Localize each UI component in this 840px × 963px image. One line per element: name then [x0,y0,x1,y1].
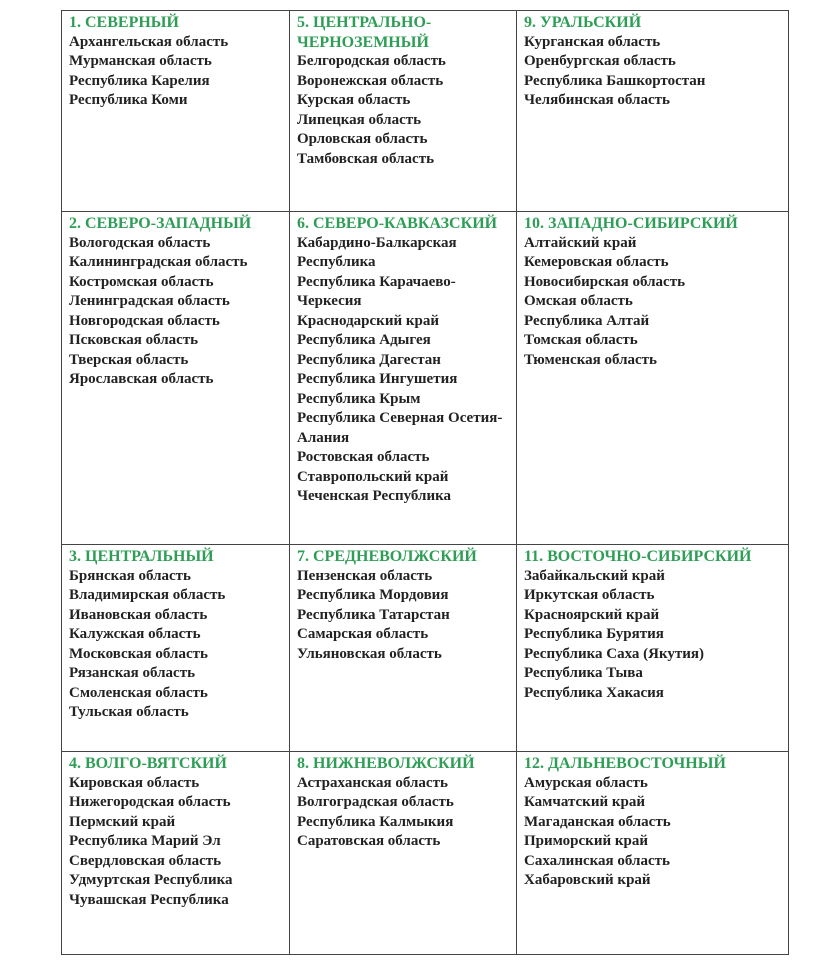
region-title: 8. НИЖНЕВОЛЖСКИЙ [297,755,475,772]
region-title: 11. ВОСТОЧНО-СИБИРСКИЙ [524,548,752,565]
list-item: Липецкая область [297,111,422,128]
region-cell [290,212,517,545]
region-cell [62,752,290,955]
list-item: Оренбургская область [524,53,676,69]
list-item: Новосибирская область [524,273,686,290]
list-item: Республика Бурятия [524,626,664,642]
list-item: Тамбовская область [297,150,434,167]
list-item: Республика Северная Осетия-Алания [297,410,503,446]
list-item: Ставропольский край [297,468,449,485]
list-item: Республика Адыгея [297,332,431,348]
list-item: Чувашская Республика [69,891,229,908]
list-item: Калининградская область [69,254,248,270]
region-title: 7. СРЕДНЕВОЛЖСКИЙ [297,548,477,565]
region-cell [290,545,517,752]
list-item: Воронежская область [297,72,444,89]
list-item: Чеченская Республика [297,488,451,504]
region-list [297,52,510,169]
region-list [69,567,283,723]
list-item: Свердловская область [69,852,222,869]
list-item: Архангельская область [69,33,229,50]
table-row [62,545,789,752]
list-item: Ульяновская область [297,645,442,662]
list-item: Республика Алтай [524,312,650,329]
list-item: Новгородская область [69,312,220,329]
list-item: Астраханская область [297,774,448,791]
list-item: Республика Коми [69,92,188,108]
list-item: Псковская область [69,332,199,348]
region-cell [62,545,290,752]
list-item: Республика Тыва [524,665,643,681]
list-item: Республика Крым [297,390,421,407]
list-item: Республика Татарстан [297,606,450,623]
list-item: Республика Дагестан [297,351,441,368]
region-cell [517,752,789,955]
list-item: Омская область [524,293,633,309]
region-title: 4. ВОЛГО-ВЯТСКИЙ [69,755,227,772]
region-title: 3. ЦЕНТРАЛЬНЫЙ [69,548,214,565]
list-item: Кировская область [69,774,200,791]
region-list [69,774,283,911]
region-cell [62,212,290,545]
region-list [297,774,510,852]
region-list [524,234,782,371]
list-item: Тюменская область [524,351,657,368]
region-list [297,234,510,507]
region-list [524,33,782,111]
list-item: Кабардино-Балкарская Республика [297,234,457,270]
list-item: Курская область [297,92,411,108]
region-title: 5. ЦЕНТРАЛЬНО-ЧЕРНОЗЕМНЫЙ [297,14,432,51]
list-item: Камчатский край [524,794,645,810]
list-item: Республика Мордовия [297,587,449,603]
list-item: Брянская область [69,567,191,584]
region-title: 10. ЗАПАДНО-СИБИРСКИЙ [524,215,738,232]
list-item: Ивановская область [69,606,208,623]
list-item: Ростовская область [297,449,430,465]
list-item: Красноярский край [524,606,660,623]
table-row [62,11,789,212]
list-item: Калужская область [69,626,201,642]
list-item: Московская область [69,645,208,662]
region-list [69,33,283,111]
list-item: Амурская область [524,774,648,791]
region-list [69,234,283,390]
list-item: Волгоградская область [297,794,454,810]
list-item: Удмуртская Республика [69,872,233,888]
region-title: 6. СЕВЕРО-КАВКАЗСКИЙ [297,215,498,232]
list-item: Республика Хакасия [524,684,664,701]
list-item: Республика Карачаево-Черкесия [297,273,456,309]
list-item: Владимирская область [69,587,226,603]
list-item: Пензенская область [297,567,433,584]
region-title: 2. СЕВЕРО-ЗАПАДНЫЙ [69,215,252,232]
region-cell [290,752,517,955]
list-item: Ленинградская область [69,293,230,309]
list-item: Мурманская область [69,53,212,69]
region-title: 9. УРАЛЬСКИЙ [524,14,642,31]
list-item: Хабаровский край [524,872,651,888]
list-item: Рязанская область [69,665,195,681]
region-list [297,567,510,665]
list-item: Республика Ингушетия [297,371,458,387]
list-item: Республика Саха (Якутия) [524,645,705,662]
region-list [524,774,782,891]
table-row [62,752,789,955]
region-cell [62,11,290,212]
list-item: Томская область [524,332,638,348]
list-item: Республика Калмыкия [297,813,454,830]
region-cell [517,212,789,545]
list-item: Саратовская область [297,833,441,849]
list-item: Нижегородская область [69,794,231,810]
list-item: Костромская область [69,273,214,290]
list-item: Тульская область [69,704,189,720]
list-item: Забайкальский край [524,567,665,584]
list-item: Магаданская область [524,813,671,830]
list-item: Пермский край [69,813,176,830]
regions-table [61,10,789,955]
table-row [62,212,789,545]
region-cell [290,11,517,212]
list-item: Республика Башкортостан [524,72,706,89]
list-item: Белгородская область [297,53,446,69]
region-title: 1. СЕВЕРНЫЙ [69,14,179,31]
region-cell [517,545,789,752]
list-item: Республика Карелия [69,72,210,89]
list-item: Республика Марий Эл [69,833,221,849]
list-item: Сахалинская область [524,852,670,869]
region-cell [517,11,789,212]
list-item: Приморский край [524,833,648,849]
list-item: Курганская область [524,33,661,50]
list-item: Вологодская область [69,234,211,251]
list-item: Челябинская область [524,92,670,108]
list-item: Иркутская область [524,587,655,603]
list-item: Смоленская область [69,684,208,701]
list-item: Кемеровская область [524,254,669,270]
list-item: Краснодарский край [297,312,439,329]
list-item: Самарская область [297,626,429,642]
list-item: Орловская область [297,131,428,147]
list-item: Алтайский край [524,234,637,251]
region-title: 12. ДАЛЬНЕВОСТОЧНЫЙ [524,755,726,772]
region-list [524,567,782,704]
list-item: Тверская область [69,351,189,368]
list-item: Ярославская область [69,371,214,387]
